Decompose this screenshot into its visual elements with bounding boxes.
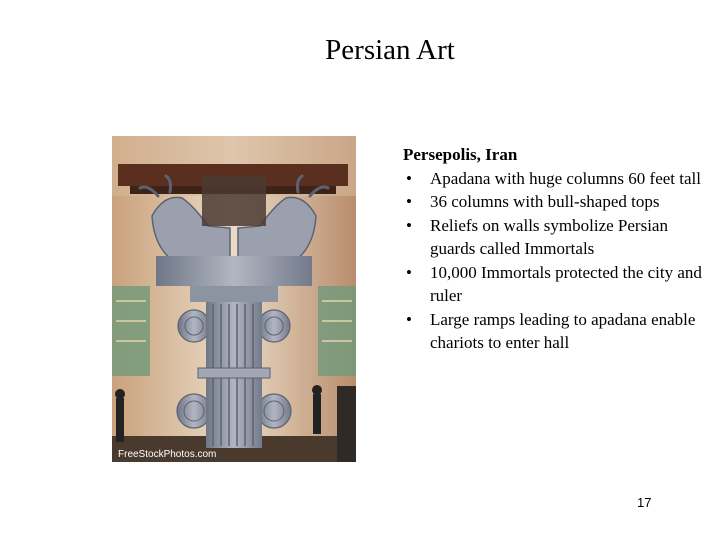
bullet-dot-icon: • <box>406 215 412 235</box>
persepolis-column-photo <box>112 136 356 462</box>
photo-watermark: FreeStockPhotos.com <box>118 449 217 460</box>
content-heading: Persepolis, Iran <box>403 145 518 164</box>
bullet-item <box>403 214 703 261</box>
page-number: 17 <box>637 495 652 510</box>
bullet-item <box>403 308 703 355</box>
bullet-text: Reliefs on walls symbolize Persian guards called Immortals <box>430 215 668 258</box>
bullet-dot-icon: • <box>406 168 412 188</box>
bullet-text: Large ramps leading to apadana enable chariots to enter hall <box>430 309 696 352</box>
bullet-text: 10,000 Immortals protected the city and ruler <box>430 262 702 305</box>
bullet-dot-icon: • <box>406 192 412 211</box>
bullet-dot-icon: • <box>406 262 412 282</box>
content-text <box>403 143 703 355</box>
bullet-item <box>403 261 703 308</box>
bullet-text: 36 columns with bull-shaped tops <box>430 192 660 211</box>
bullet-list <box>403 167 703 355</box>
bullet-item <box>403 190 703 214</box>
bullet-dot-icon: • <box>406 309 412 329</box>
bullet-item <box>403 167 703 191</box>
slide-title: Persian Art <box>325 34 455 66</box>
bullet-text: Apadana with huge columns 60 feet tall <box>430 168 701 188</box>
